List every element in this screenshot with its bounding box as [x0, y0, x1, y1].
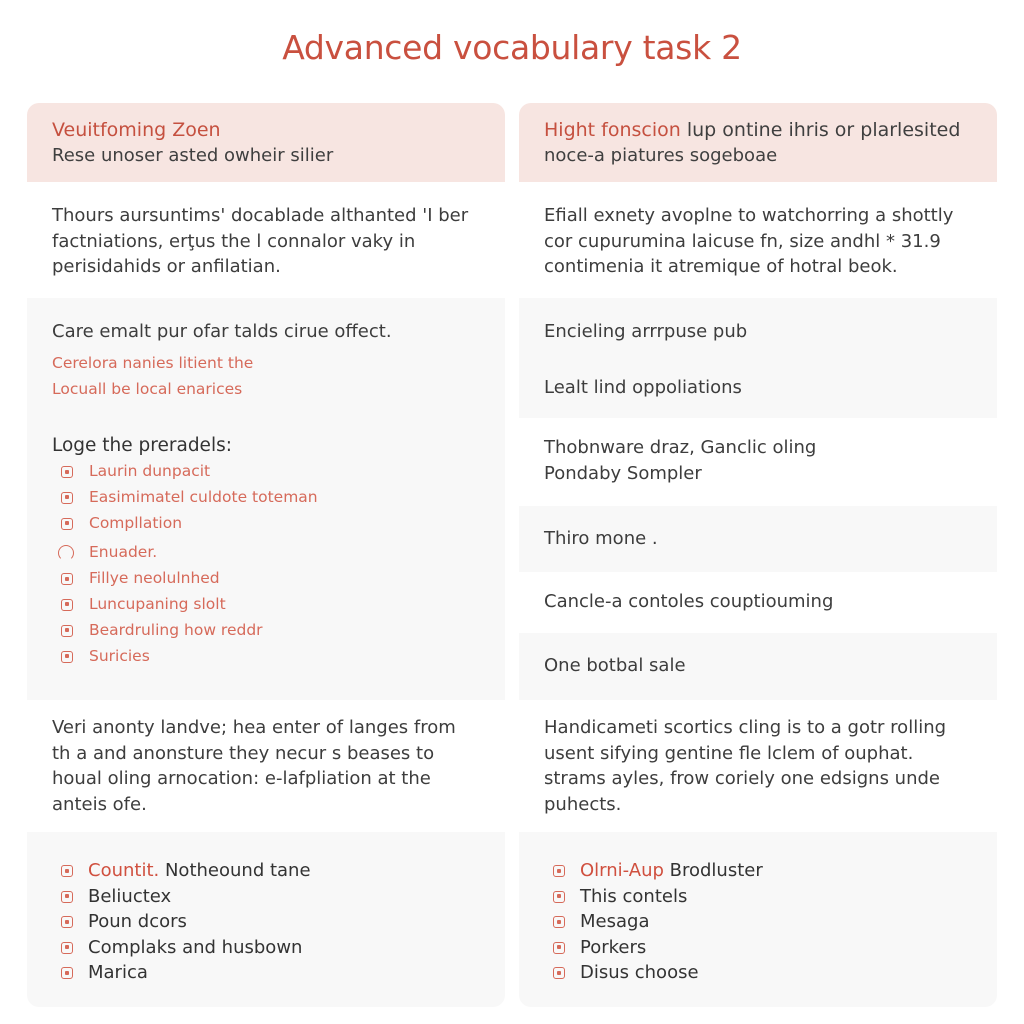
left-paragraph-line: anteis ofe. — [52, 793, 147, 815]
square-bullet-icon — [61, 599, 73, 611]
list-item: Fillye neolulnhed — [52, 566, 487, 592]
left-intro — [27, 182, 505, 298]
left-effect-line: Cerelora nanies litient the — [52, 353, 254, 372]
left-header-subtitle: Rese unoser asted owheir silier — [52, 145, 334, 166]
right-thiro-text: Thiro mone . — [544, 528, 658, 549]
square-bullet-icon — [553, 865, 565, 877]
right-intro-line: cor cupurumina laicuse fn, size andhl * 31.9 — [544, 230, 941, 252]
right-sale-text: One botbal sale — [544, 655, 686, 676]
left-effect-title: Care emalt pur ofar talds cirue offect. — [52, 321, 392, 342]
list-item: Disus choose — [544, 960, 979, 986]
list-item: Complaks and husbown — [52, 935, 487, 961]
right-footer — [519, 832, 997, 1007]
square-bullet-icon — [61, 891, 73, 903]
right-paragraph-line: usent sifying gentine fle lclem of ouphat. — [544, 742, 914, 764]
list-item: Porkers — [544, 935, 979, 961]
right-thiro — [519, 506, 997, 572]
right-header — [519, 103, 997, 182]
page-title: Advanced vocabulary task 2 — [282, 28, 742, 67]
right-header-subtitle: noce-a piatures sogeboae — [544, 145, 778, 166]
right-paragraph-line: Handicameti scortics cling is to a gotr rolling — [544, 717, 947, 738]
right-sampler-line: Pondaby Sompler — [544, 462, 702, 484]
right-footer-list — [544, 858, 979, 986]
left-paragraph — [27, 700, 505, 832]
left-preradels — [27, 418, 505, 700]
list-item: Suricies — [52, 644, 487, 670]
left-paragraph-line: th a and anonsture they necur s beases to — [52, 742, 435, 764]
right-sampler — [519, 418, 997, 506]
square-bullet-icon — [61, 625, 73, 637]
list-item: Laurin dunpacit — [52, 459, 487, 485]
left-paragraph-line: Veri anonty landve; hea enter of langes from — [52, 717, 456, 738]
right-column — [519, 103, 997, 1007]
list-item: Beardruling how reddr — [52, 618, 487, 644]
right-intro-line: Efiall exnety avoplne to watchorring a shottly — [544, 205, 954, 226]
list-item: Beliuctex — [52, 884, 487, 910]
square-bullet-icon — [553, 891, 565, 903]
square-bullet-icon — [553, 967, 565, 979]
square-bullet-icon — [61, 967, 73, 979]
right-header-title: Hight fonscion lup ontine ihris or plarlesited — [544, 119, 961, 141]
square-bullet-icon — [61, 865, 73, 877]
right-sampler-line: Thobnware draz, Ganclic oling — [544, 437, 817, 458]
list-item: Poun dcors — [52, 909, 487, 935]
square-bullet-icon — [61, 916, 73, 928]
list-item: Compllation — [52, 511, 487, 537]
list-item: Marica — [52, 960, 487, 986]
list-item: Olrni-Aup Brodluster — [544, 858, 979, 884]
left-header-title: Veuitfoming Zoen — [52, 119, 221, 141]
left-paragraph-line: houal oling arnocation: e-lafpliation at the — [52, 768, 431, 789]
left-effect-line: Locuall be local enarices — [52, 379, 243, 398]
right-paragraph — [519, 700, 997, 832]
left-effect — [27, 298, 505, 418]
square-bullet-icon — [553, 942, 565, 954]
square-bullet-icon — [61, 651, 73, 663]
list-item: Easimimatel culdote toteman — [52, 485, 487, 511]
right-sale — [519, 633, 997, 700]
square-bullet-icon — [61, 942, 73, 954]
square-bullet-icon — [61, 518, 73, 530]
right-cancle-text: Cancle-a contoles couptiouming — [544, 591, 834, 612]
list-item: Enuader. — [52, 540, 487, 566]
left-header — [27, 103, 505, 182]
right-pub: Encieling arrrpuse pub — [544, 321, 748, 342]
left-intro-line: factniations, erţus the l connalor vaky in — [52, 230, 416, 252]
ring-bullet-icon — [58, 545, 76, 559]
right-oppo: Lealt lind oppoliations — [544, 376, 742, 398]
left-preradels-title: Loge the preradels: — [52, 435, 232, 456]
square-bullet-icon — [61, 466, 73, 478]
left-preradels-list — [52, 459, 487, 669]
list-item: Luncupaning slolt — [52, 592, 487, 618]
left-footer-list — [52, 858, 487, 986]
square-bullet-icon — [61, 573, 73, 585]
right-pub-block — [519, 298, 997, 418]
right-paragraph-line: strams ayles, frow coriely one edsigns unde — [544, 768, 940, 789]
square-bullet-icon — [553, 916, 565, 928]
left-column — [27, 103, 505, 1007]
list-item: Mesaga — [544, 909, 979, 935]
right-intro-line: contimenia it atremique of hotral beok. — [544, 256, 898, 277]
right-intro — [519, 182, 997, 298]
left-footer — [27, 832, 505, 1007]
right-paragraph-line: puhects. — [544, 793, 622, 815]
right-cancle — [519, 572, 997, 633]
left-intro-line: perisidahids or anfilatian. — [52, 256, 281, 277]
list-item: This contels — [544, 884, 979, 910]
square-bullet-icon — [61, 492, 73, 504]
left-intro-line: Thours aursuntims' docablade althanted 'I ber — [52, 205, 469, 226]
list-item: Countit. Notheound tane — [52, 858, 487, 884]
